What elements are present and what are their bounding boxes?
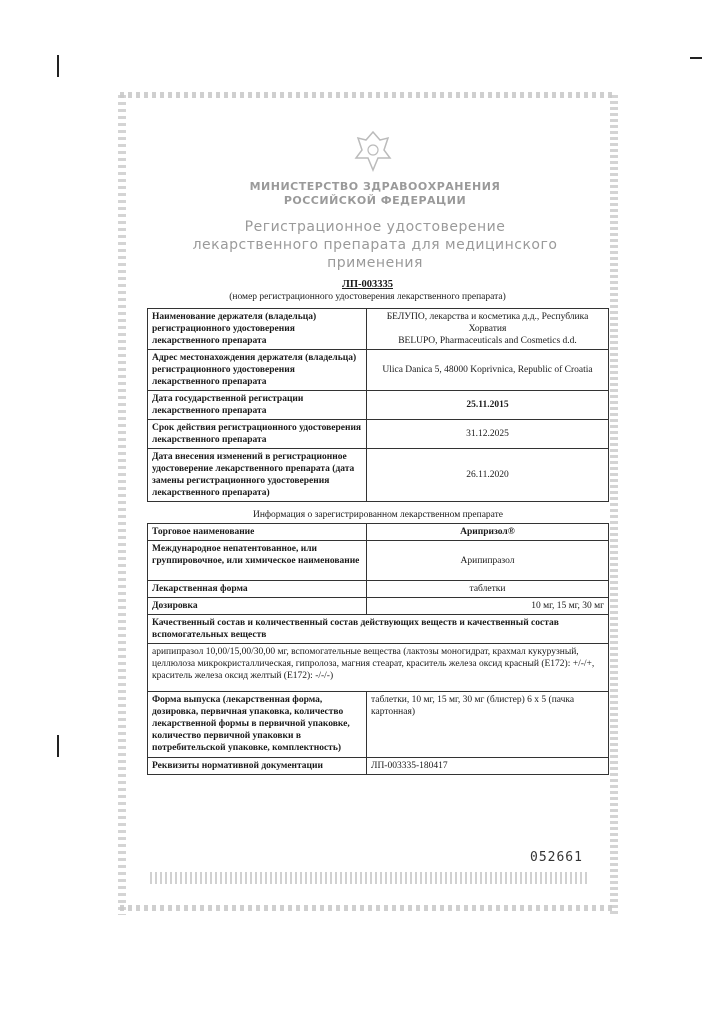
- drug-info-table: [147, 523, 609, 775]
- release-form-value: таблетки, 10 мг, 15 мг, 30 мг (блистер) 6 x 5 (пачка картонная): [367, 692, 609, 758]
- row-label: Наименование держателя (владельца) регистрационного удостоверения лекарственного препарата: [148, 309, 367, 350]
- scan-mark-left: [57, 55, 59, 77]
- table-row: [148, 692, 609, 758]
- certificate-title-line1: Регистрационное удостоверение: [244, 219, 506, 235]
- normative-value: ЛП-003335-180417: [367, 758, 609, 775]
- normative-label: Реквизиты нормативной документации: [148, 758, 367, 775]
- row-label: Дозировка: [148, 598, 367, 615]
- decorative-border-bottom: [120, 905, 615, 911]
- table-row: [148, 541, 609, 581]
- registration-number: ЛП-003335: [342, 279, 393, 290]
- table-row: [148, 420, 609, 449]
- table-row: [148, 449, 609, 502]
- serial-number: 052661: [530, 850, 583, 865]
- coat-of-arms-emblem: [350, 128, 396, 174]
- ministry-line1: МИНИСТЕРСТВО ЗДРАВООХРАНЕНИЯ: [249, 180, 501, 193]
- table-row: [148, 598, 609, 615]
- ministry-header: [170, 180, 580, 208]
- info-heading: Информация о зарегистрированном лекарственном препарате: [252, 510, 504, 520]
- row-value: 26.11.2020: [367, 449, 609, 502]
- table-row: [148, 309, 609, 350]
- table-row: [148, 581, 609, 598]
- table-row: [148, 524, 609, 541]
- holder-info-table: [147, 308, 609, 502]
- row-value: 25.11.2015: [367, 391, 609, 420]
- row-value: 31.12.2025: [367, 420, 609, 449]
- table-row: [148, 350, 609, 391]
- decorative-bottom-band: [150, 872, 590, 884]
- row-value: 10 мг, 15 мг, 30 мг: [367, 598, 609, 615]
- decorative-border-right: [610, 95, 618, 915]
- row-label: Адрес местонахождения держателя (владельца) регистрационного удостоверения лекарственного препарата: [148, 350, 367, 391]
- registration-number-caption: (номер регистрационного удостоверения лекарственного препарата): [229, 292, 506, 302]
- table-row: [148, 391, 609, 420]
- row-value: Арипипразол: [367, 541, 609, 581]
- release-form-label: Форма выпуска (лекарственная форма, дозировка, первичная упаковка, количество лекарственной формы в первичной упаковке, количество первичной упаковки в потребительской упаковке, комплектность): [148, 692, 367, 758]
- scan-mark-right: [690, 57, 702, 59]
- composition-text: арипипразол 10,00/15,00/30,00 мг, вспомогательные вещества (лактозы моногидрат, крахмал кукурузный, целлюлоза микрокристаллическая, гипролоза, магния стеарат, краситель железа оксид красный (E172): +/-/+, краситель железа оксид желтый (E172): -/-/-): [148, 644, 609, 692]
- table-row: [148, 615, 609, 644]
- decorative-border-top: [120, 92, 615, 98]
- row-value: Арипризол®: [367, 524, 609, 541]
- composition-heading: Качественный состав и количественный состав действующих веществ и качественный состав вспомогательных веществ: [148, 615, 609, 644]
- certificate-title-line2: лекарственного препарата для медицинского применения: [192, 237, 558, 271]
- row-label: Срок действия регистрационного удостоверения лекарственного препарата: [148, 420, 367, 449]
- row-value: таблетки: [367, 581, 609, 598]
- row-label: Дата внесения изменений в регистрационное удостоверение лекарственного препарата (дата замены регистрационного удостоверения лекарственного препарата): [148, 449, 367, 502]
- row-value: Ulica Danica 5, 48000 Koprivnica, Republic of Croatia: [367, 350, 609, 391]
- row-label: Международное непатентованное, или группировочное, или химическое наименование: [148, 541, 367, 581]
- ministry-line2: РОССИЙСКОЙ ФЕДЕРАЦИИ: [283, 194, 467, 207]
- table-row: [148, 758, 609, 775]
- table-row: [148, 644, 609, 692]
- row-label: Торговое наименование: [148, 524, 367, 541]
- decorative-border-left: [118, 95, 126, 915]
- row-label: Дата государственной регистрации лекарственного препарата: [148, 391, 367, 420]
- certificate-title: [150, 218, 600, 272]
- scan-mark-left-lower: [57, 735, 59, 757]
- row-label: Лекарственная форма: [148, 581, 367, 598]
- row-value: БЕЛУПО, лекарства и косметика д.д., Республика Хорватия BELUPO, Pharmaceuticals and Cosmetics d.d.: [367, 309, 609, 350]
